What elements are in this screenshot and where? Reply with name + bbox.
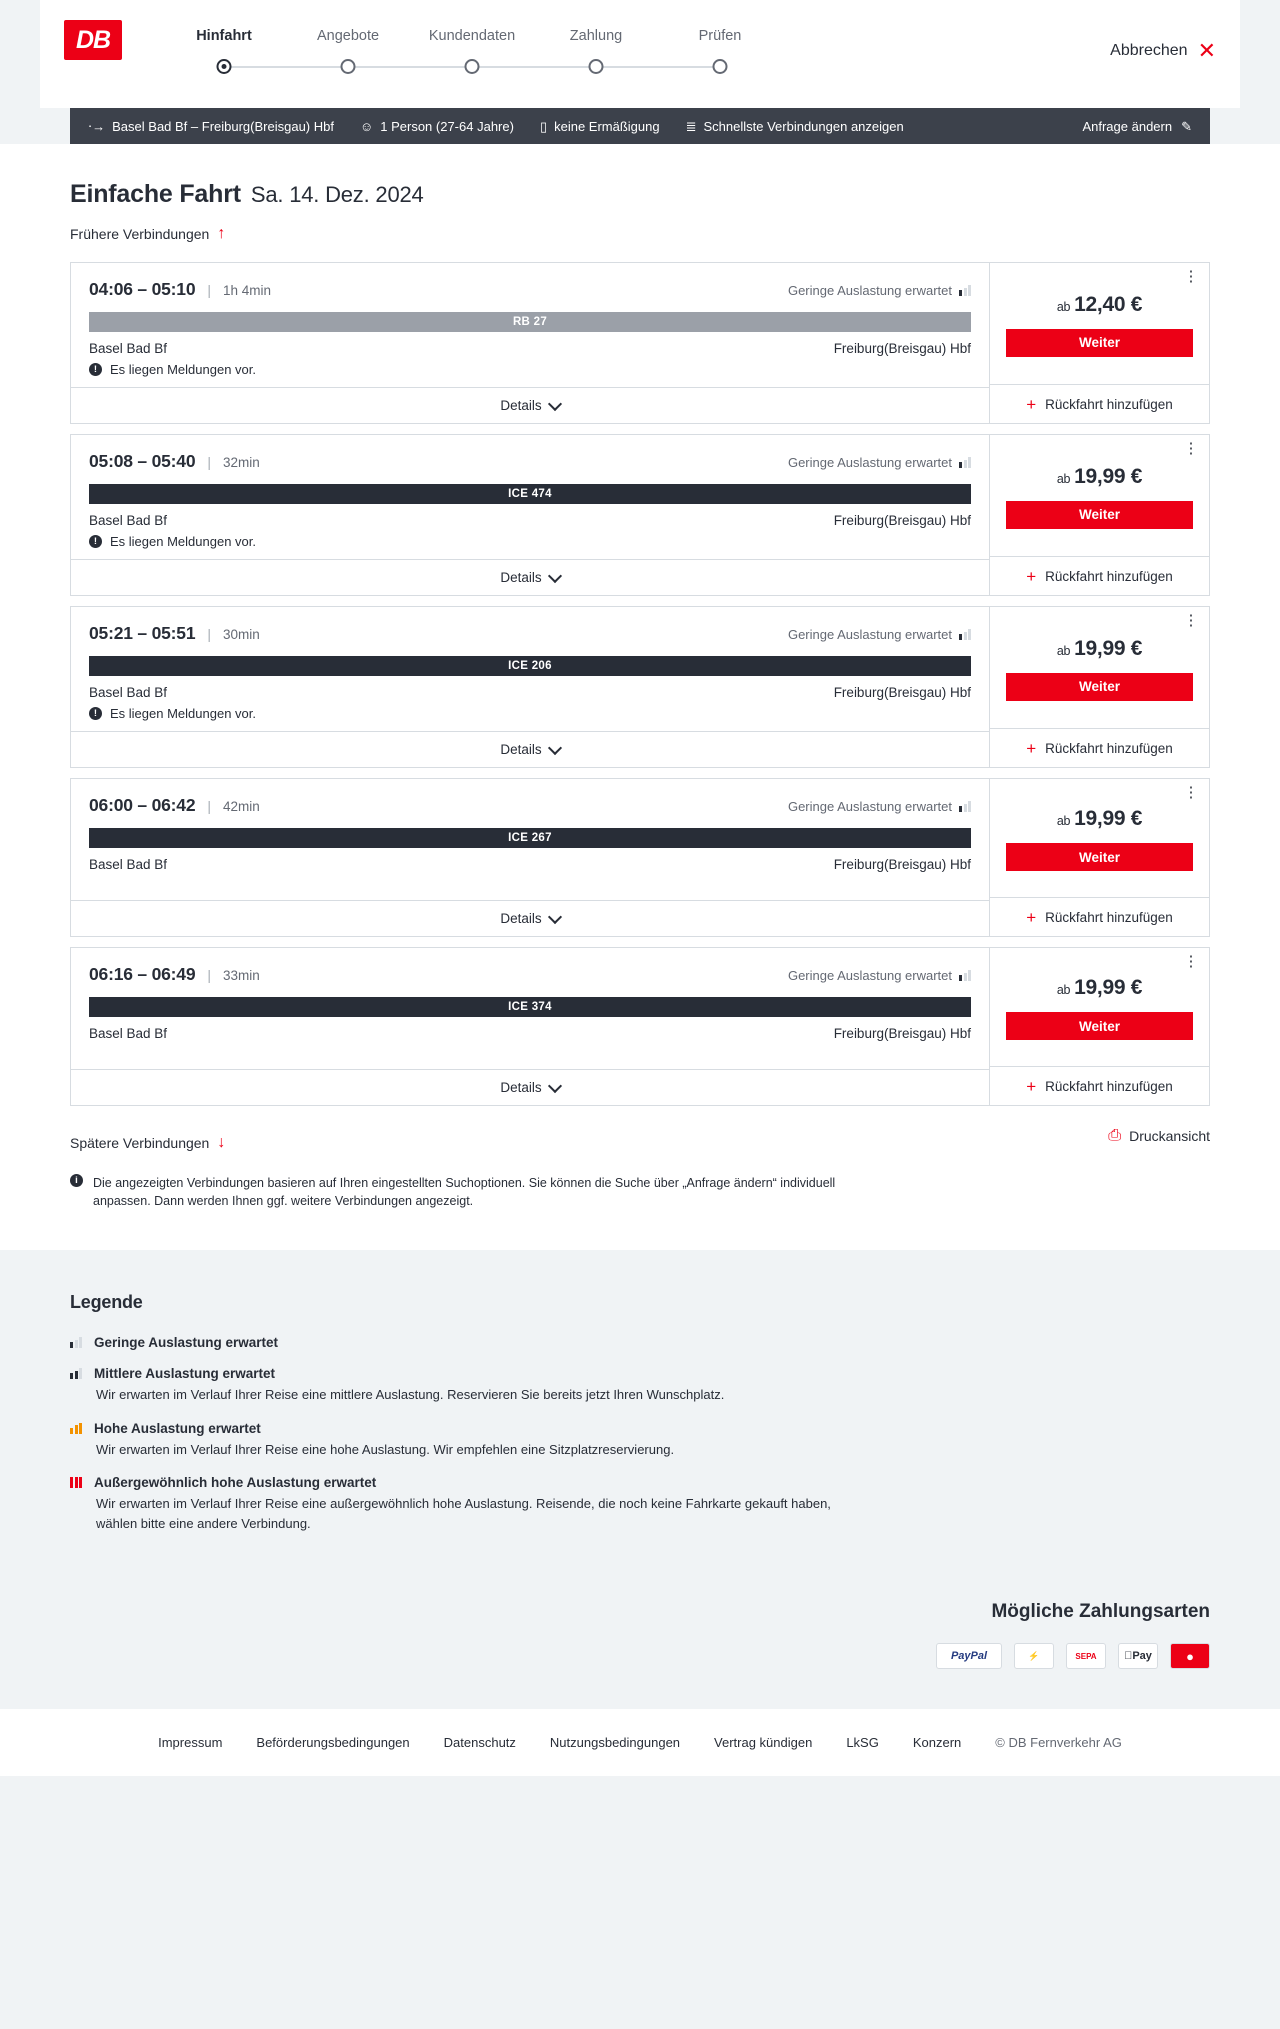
utilization-label: Geringe Auslastung erwartet — [787, 455, 952, 470]
chevron-down-icon — [548, 568, 562, 582]
connection-duration: 33min — [223, 968, 260, 983]
connection-card[interactable] — [70, 262, 1210, 424]
sofort-icon: ⚡ — [1014, 1643, 1054, 1669]
step-kundendaten[interactable] — [410, 28, 534, 80]
add-return-trip-button[interactable] — [990, 728, 1209, 767]
step-pruefen[interactable] — [658, 28, 782, 80]
continue-button[interactable]: Weiter — [1006, 501, 1193, 529]
station-row — [89, 513, 971, 528]
connection-time: 06:16 – 06:49 — [89, 964, 196, 984]
legend-item-mid — [70, 1366, 1210, 1405]
details-label: Details — [500, 742, 542, 757]
step-dot-icon — [465, 59, 480, 74]
connection-time: 06:00 – 06:42 — [89, 795, 196, 815]
plus-icon: + — [1026, 566, 1037, 586]
connection-card[interactable] — [70, 606, 1210, 768]
info-icon: ! — [89, 363, 102, 376]
details-toggle[interactable] — [71, 1069, 989, 1105]
divider: | — [207, 798, 212, 814]
train-badge: ICE 374 — [89, 997, 971, 1017]
price-value: 19,99 € — [1074, 464, 1143, 488]
connection-message-label: Es liegen Meldungen vor. — [110, 534, 256, 549]
details-label: Details — [500, 398, 542, 413]
legend-label: Außergewöhnlich hohe Auslastung erwartet — [94, 1475, 377, 1491]
footer-link-konzern[interactable]: Konzern — [912, 1735, 962, 1751]
price-prefix: ab — [1056, 643, 1071, 658]
departure-station: Basel Bad Bf — [89, 1026, 168, 1041]
step-dot-icon — [217, 59, 232, 74]
summary-discount[interactable] — [540, 119, 660, 134]
connection-message-label: Es liegen Meldungen vor. — [110, 362, 256, 377]
connection-time: 05:21 – 05:51 — [89, 623, 196, 643]
arrival-station: Freiburg(Breisgau) Hbf — [833, 685, 971, 700]
details-toggle[interactable] — [71, 387, 989, 423]
step-label: Angebote — [316, 28, 380, 44]
legend-description: Wir erwarten im Verlauf Ihrer Reise eine außergewöhnlich hohe Auslastung. Reisende, die noch keine Fahrkarte gekauft haben, wählen bitte eine andere Verbindung. — [96, 1496, 831, 1531]
price — [1057, 637, 1142, 661]
price-value: 19,99 € — [1074, 807, 1143, 830]
add-return-trip-button[interactable] — [990, 556, 1209, 595]
arrival-station: Freiburg(Breisgau) Hbf — [833, 1026, 971, 1041]
plus-icon: + — [1026, 1076, 1037, 1096]
station-row — [89, 341, 971, 356]
step-label: Hinfahrt — [196, 28, 252, 44]
legend-item-veryhigh — [70, 1475, 1210, 1533]
arrow-down-icon: ↓ — [217, 1134, 226, 1151]
departure-station: Basel Bad Bf — [89, 341, 168, 356]
legend-item-high — [70, 1421, 1210, 1460]
more-options-icon[interactable]: ⋮ — [1183, 953, 1199, 970]
divider: | — [207, 967, 212, 983]
step-dot-icon — [589, 59, 604, 74]
db-payment-icon: ● — [1170, 1643, 1210, 1669]
connection-message[interactable] — [89, 362, 971, 377]
price-value: 12,40 € — [1074, 292, 1143, 316]
step-dot-icon — [713, 59, 728, 74]
footer-link-vertrag-kuendigen[interactable]: Vertrag kündigen — [714, 1735, 813, 1751]
info-icon: i — [70, 1174, 83, 1187]
utilization-indicator — [788, 455, 971, 470]
details-toggle[interactable] — [71, 731, 989, 767]
station-row — [89, 685, 971, 700]
sepa-icon: SEPA — [1066, 1643, 1106, 1669]
divider: | — [207, 282, 212, 298]
chevron-down-icon — [548, 396, 562, 410]
card-icon: ▯ — [539, 118, 548, 134]
earlier-connections-label: Frühere Verbindungen — [70, 226, 210, 242]
departure-station: Basel Bad Bf — [89, 857, 168, 872]
summary-passengers-label: 1 Person (27-64 Jahre) — [380, 118, 514, 134]
price-block — [990, 263, 1209, 384]
divider: | — [207, 454, 212, 470]
paypal-icon: PayPal — [936, 1643, 1002, 1669]
cancel-button[interactable] — [1110, 40, 1216, 62]
more-options-icon[interactable]: ⋮ — [1183, 784, 1199, 801]
utilization-bars-icon — [959, 629, 971, 640]
price-block — [990, 435, 1209, 556]
chevron-down-icon — [548, 1078, 562, 1092]
utilization-bars-icon — [70, 1477, 82, 1488]
price — [1057, 465, 1142, 489]
arrival-station: Freiburg(Breisgau) Hbf — [833, 513, 971, 528]
summary-passengers[interactable] — [360, 119, 514, 134]
legend-label: Mittlere Auslastung erwartet — [94, 1366, 276, 1382]
more-options-icon[interactable]: ⋮ — [1183, 612, 1199, 629]
utilization-bars-icon — [70, 1337, 82, 1348]
train-badge: ICE 267 — [89, 828, 971, 848]
connection-duration: 30min — [223, 627, 260, 642]
page-title-text: Einfache Fahrt — [70, 180, 241, 208]
continue-button[interactable]: Weiter — [1006, 329, 1193, 357]
price-value: 19,99 € — [1074, 636, 1143, 660]
connection-message-label: Es liegen Meldungen vor. — [110, 706, 256, 721]
pencil-icon: ✎ — [1181, 118, 1192, 134]
step-label: Kundendaten — [428, 28, 516, 44]
more-options-icon[interactable]: ⋮ — [1183, 268, 1199, 285]
list-footer — [70, 1120, 1210, 1152]
summary-sort[interactable] — [686, 119, 904, 134]
payment-methods-row — [70, 1643, 1210, 1669]
db-logo[interactable]: DB — [64, 20, 122, 60]
utilization-indicator — [788, 627, 971, 642]
train-badge: ICE 206 — [89, 656, 971, 676]
utilization-bars-icon — [70, 1368, 82, 1379]
step-hinfahrt[interactable] — [162, 28, 286, 80]
footer-link-befoerderungsbedingungen[interactable]: Beförderungsbedingungen — [256, 1735, 410, 1751]
price-prefix: ab — [1056, 299, 1071, 314]
app-header — [40, 0, 1240, 108]
close-icon: ✕ — [1197, 38, 1216, 63]
price-value: 19,99 € — [1074, 976, 1143, 999]
edit-request-button[interactable] — [1082, 119, 1192, 134]
utilization-label: Geringe Auslastung erwartet — [787, 627, 952, 642]
search-hint-text: Die angezeigten Verbindungen basieren auf Ihren eingestellten Suchoptionen. Sie können die Suche über „Anfrage ändern“ individuell anpassen. Dann werden Ihnen ggf. weitere Verbindungen angezeigt. — [93, 1176, 836, 1209]
page-footer — [0, 1709, 1280, 1776]
plus-icon: + — [1026, 907, 1037, 927]
payment-methods-title: Mögliche Zahlungsarten — [991, 1601, 1210, 1623]
footer-link-datenschutz[interactable]: Datenschutz — [443, 1735, 516, 1751]
search-summary-bar — [70, 108, 1210, 144]
utilization-indicator — [788, 799, 971, 814]
connection-duration: 32min — [223, 455, 260, 470]
connection-message[interactable] — [89, 706, 971, 721]
add-return-trip-label: Rückfahrt hinzufügen — [1045, 396, 1173, 412]
edit-request-label: Anfrage ändern — [1082, 118, 1173, 134]
print-view-button[interactable] — [1108, 1127, 1210, 1145]
legend-title: Legende — [70, 1292, 143, 1313]
add-return-trip-label: Rückfahrt hinzufügen — [1045, 1078, 1173, 1094]
train-badge: RB 27 — [89, 312, 971, 332]
connection-card[interactable] — [70, 778, 1210, 937]
station-row — [89, 1026, 971, 1041]
earlier-connections-button[interactable] — [70, 225, 225, 243]
connection-duration: 1h 4min — [223, 283, 272, 298]
summary-sort-label: Schnellste Verbindungen anzeigen — [703, 118, 904, 134]
step-zahlung[interactable] — [534, 28, 658, 80]
later-connections-label: Spätere Verbindungen — [70, 1135, 210, 1151]
legend-item-low — [70, 1335, 1210, 1350]
continue-button[interactable]: Weiter — [1006, 1012, 1193, 1040]
page-title — [70, 180, 1210, 209]
legend-label: Geringe Auslastung erwartet — [94, 1335, 279, 1351]
connection-card[interactable] — [70, 434, 1210, 596]
legend-description: Wir erwarten im Verlauf Ihrer Reise eine mittlere Auslastung. Reservieren Sie bereits jetzt Ihren Wunschplatz. — [96, 1387, 725, 1403]
add-return-trip-button[interactable] — [990, 1066, 1209, 1105]
utilization-bars-icon — [959, 801, 971, 812]
price-block — [990, 948, 1209, 1066]
add-return-trip-label: Rückfahrt hinzufügen — [1045, 568, 1173, 584]
chevron-down-icon — [548, 740, 562, 754]
more-options-icon[interactable]: ⋮ — [1183, 440, 1199, 457]
add-return-trip-label: Rückfahrt hinzufügen — [1045, 909, 1173, 925]
price-block — [990, 607, 1209, 728]
plus-icon: + — [1026, 738, 1037, 758]
legend-label: Hohe Auslastung erwartet — [94, 1420, 261, 1436]
utilization-bars-icon — [959, 285, 971, 296]
utilization-bars-icon — [959, 970, 971, 981]
arrow-up-icon: ↑ — [217, 225, 226, 242]
details-label: Details — [500, 1080, 542, 1095]
continue-button[interactable]: Weiter — [1006, 673, 1193, 701]
connection-duration: 42min — [223, 799, 260, 814]
page-title-date: Sa. 14. Dez. 2024 — [250, 182, 424, 207]
utilization-indicator — [788, 968, 971, 983]
chevron-down-icon — [548, 909, 562, 923]
step-angebote[interactable] — [286, 28, 410, 80]
details-toggle[interactable] — [71, 900, 989, 936]
utilization-bars-icon — [959, 457, 971, 468]
arrival-station: Freiburg(Breisgau) Hbf — [833, 341, 971, 356]
footer-link-impressum[interactable]: Impressum — [158, 1735, 223, 1751]
legend-section — [0, 1250, 1280, 1601]
info-icon: ! — [89, 707, 102, 720]
payment-methods-section — [0, 1601, 1280, 1709]
filter-icon: ≣ — [685, 118, 697, 134]
details-label: Details — [500, 911, 542, 926]
price-prefix: ab — [1056, 471, 1071, 486]
summary-route[interactable] — [88, 119, 334, 134]
add-return-trip-label: Rückfahrt hinzufügen — [1045, 740, 1173, 756]
connection-list — [70, 262, 1210, 1106]
utilization-indicator — [788, 283, 971, 298]
connection-time: 05:08 – 05:40 — [89, 451, 196, 471]
step-dot-icon — [341, 59, 356, 74]
departure-station: Basel Bad Bf — [89, 685, 168, 700]
departure-station: Basel Bad Bf — [89, 513, 168, 528]
utilization-label: Geringe Auslastung erwartet — [787, 968, 952, 983]
utilization-label: Geringe Auslastung erwartet — [787, 283, 952, 298]
price — [1057, 976, 1142, 1000]
station-row — [89, 857, 971, 872]
details-toggle[interactable] — [71, 559, 989, 595]
footer-link-nutzungsbedingungen[interactable]: Nutzungsbedingungen — [549, 1735, 681, 1751]
price-prefix: ab — [1056, 983, 1071, 997]
main-content — [0, 144, 1280, 1250]
price-prefix: ab — [1056, 814, 1071, 828]
footer-copyright: © DB Fernverkehr AG — [995, 1735, 1122, 1751]
print-view-label: Druckansicht — [1129, 1128, 1210, 1144]
step-label: Zahlung — [569, 28, 623, 44]
route-arrow-icon: ⋅→ — [88, 118, 106, 134]
price-block — [990, 779, 1209, 897]
printer-icon: ⎙ — [1108, 1127, 1122, 1144]
continue-button[interactable]: Weiter — [1006, 843, 1193, 871]
price — [1057, 293, 1142, 317]
step-label: Prüfen — [698, 28, 742, 44]
later-connections-button[interactable] — [70, 1134, 225, 1152]
price — [1057, 807, 1142, 831]
add-return-trip-button[interactable] — [990, 897, 1209, 936]
footer-link-lksg[interactable]: LkSG — [846, 1735, 879, 1751]
person-icon: ☺ — [359, 118, 374, 134]
train-badge: ICE 474 — [89, 484, 971, 504]
search-hint — [70, 1174, 840, 1210]
info-icon: ! — [89, 535, 102, 548]
cancel-label: Abbrechen — [1110, 42, 1188, 59]
legend-description: Wir erwarten im Verlauf Ihrer Reise eine hohe Auslastung. Wir empfehlen eine Sitzplatzreservierung. — [96, 1441, 675, 1457]
utilization-label: Geringe Auslastung erwartet — [787, 799, 952, 814]
arrival-station: Freiburg(Breisgau) Hbf — [833, 857, 971, 872]
connection-card[interactable] — [70, 947, 1210, 1106]
utilization-bars-icon — [70, 1423, 82, 1434]
apple-pay-icon: Pay — [1118, 1643, 1158, 1669]
summary-discount-label: keine Ermäßigung — [554, 118, 660, 134]
connection-message[interactable] — [89, 534, 971, 549]
divider: | — [207, 626, 212, 642]
add-return-trip-button[interactable] — [990, 384, 1209, 423]
plus-icon: + — [1026, 394, 1037, 414]
connection-time: 04:06 – 05:10 — [89, 279, 196, 299]
checkout-stepper — [162, 28, 782, 80]
summary-route-label: Basel Bad Bf – Freiburg(Breisgau) Hbf — [112, 118, 334, 134]
details-label: Details — [500, 570, 542, 585]
